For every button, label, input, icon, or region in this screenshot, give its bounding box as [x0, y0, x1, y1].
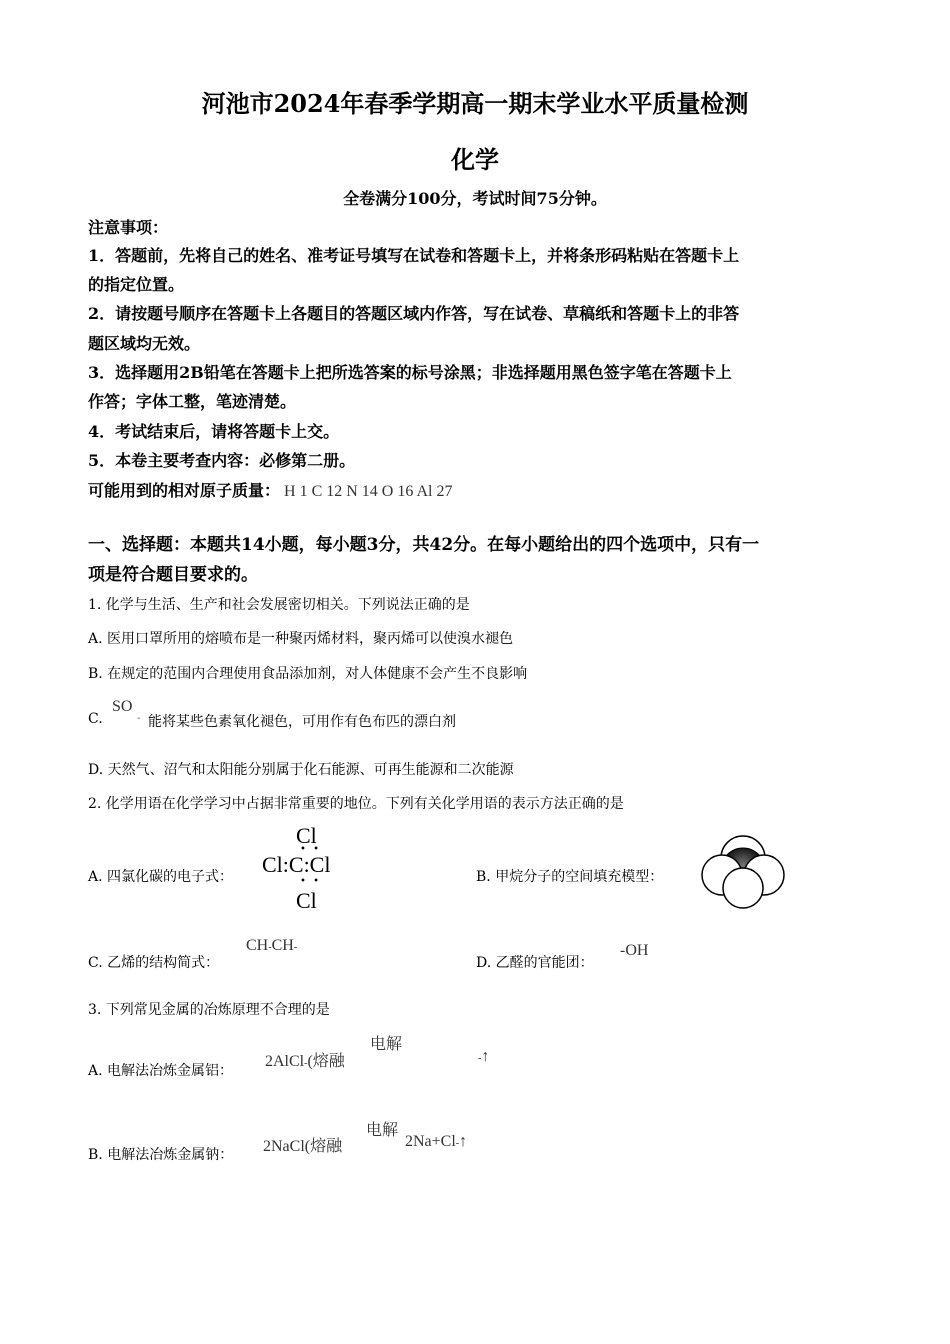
q2-option-b: B. 甲烷分子的空间填充模型：: [476, 869, 664, 885]
note-line: 4．考试结束后，请将答题卡上交。: [88, 422, 340, 441]
q3-stem: 3. 下列常见金属的冶炼原理不合理的是: [88, 1002, 330, 1018]
q1-option-d: D. 天然气、沼气和太阳能分别属于化石能源、可再生能源和二次能源: [88, 762, 514, 778]
q2-option-c: C. 乙烯的结构简式：: [88, 955, 220, 971]
note-line: 的指定位置。: [88, 275, 185, 294]
q1-option-c-label: C.: [88, 711, 103, 727]
q2-option-c-formula: CH‑CH‑: [246, 937, 298, 954]
q1-option-c-formula: SO: [112, 698, 133, 715]
q3-option-a-condition: 电解: [370, 1036, 403, 1053]
exam-info: 全卷满分100分，考试时间75分钟。: [343, 189, 607, 208]
atomic-mass-label: 可能用到的相对原子质量：: [88, 481, 281, 500]
section-line: 一、选择题：本题共14小题，每小题3分，共42分。在每小题给出的四个选项中，只有一: [88, 535, 760, 555]
q2-stem: 2. 化学用语在化学学习中占据非常重要的地位。下列有关化学用语的表示方法正确的是: [88, 796, 624, 812]
q3-option-b-condition: 电解: [366, 1122, 399, 1139]
section-heading: [88, 530, 759, 590]
atomic-mass-line: [88, 478, 452, 501]
ccl4-middle: Cl:C:Cl: [262, 852, 331, 877]
methane-space-filling-model: [700, 832, 786, 912]
q1-option-c-text: 能将某些色素氧化褪色，可用作有色布匹的漂白剂: [148, 714, 456, 730]
exam-title: 河池市2024年春季学期高一期末学业水平质量检测: [201, 89, 749, 118]
note-line: 2．请按题号顺序在答题卡上各题目的答题区域内作答，写在试卷、草稿纸和答题卡上的非答: [88, 304, 740, 323]
note-line: 3．选择题用2B铅笔在答题卡上把所选答案的标号涂黑；非选择题用黑色签字笔在答题卡上: [88, 363, 732, 382]
q1-option-a: A. 医用口罩所用的熔喷布是一种聚丙烯材料，聚丙烯可以使溴水褪色: [88, 631, 514, 647]
q3-option-b: B. 电解法冶炼金属钠：: [88, 1147, 234, 1163]
section-line: 项是符合题目要求的。: [88, 565, 258, 585]
notes-heading: 注意事项：: [88, 218, 169, 237]
q1-option-b: B. 在规定的范围内合理使用食品添加剂，对人体健康不会产生不良影响: [88, 666, 528, 682]
ccl4-cl-top: Cl: [296, 823, 317, 848]
note-line: 题区域均无效。: [88, 334, 201, 353]
subject-title: 化学: [451, 145, 499, 174]
q3-option-b-formula: 2NaCl(熔融: [263, 1138, 343, 1155]
q3-option-a-formula: 2AlCl‑(熔融: [265, 1053, 345, 1070]
q3-option-a-gas: ‑↑: [478, 1048, 490, 1065]
atomic-mass-values: H 1 C 12 N 14 O 16 Al 27: [284, 483, 453, 500]
note-line: 作答；字体工整，笔迹清楚。: [88, 392, 297, 411]
note-line: 1．答题前，先将自己的姓名、准考证号填写在试卷和答题卡上，并将条形码粘贴在答题卡上: [88, 246, 740, 265]
q2-option-a: A. 四氯化碳的电子式：: [88, 869, 234, 885]
q2-option-d-formula: -OH: [620, 942, 649, 959]
q3-option-a: A. 电解法冶炼金属铝：: [88, 1063, 234, 1079]
ccl4-cl-bottom: Cl: [296, 888, 317, 913]
q1-stem: 1. 化学与生活、生产和社会发展密切相关。下列说法正确的是: [88, 597, 470, 613]
q2-option-d: D. 乙醛的官能团：: [476, 955, 594, 971]
q3-option-b-product: 2Na+Cl‑↑: [405, 1133, 468, 1150]
note-line: 5．本卷主要考查内容：必修第二册。: [88, 451, 356, 470]
